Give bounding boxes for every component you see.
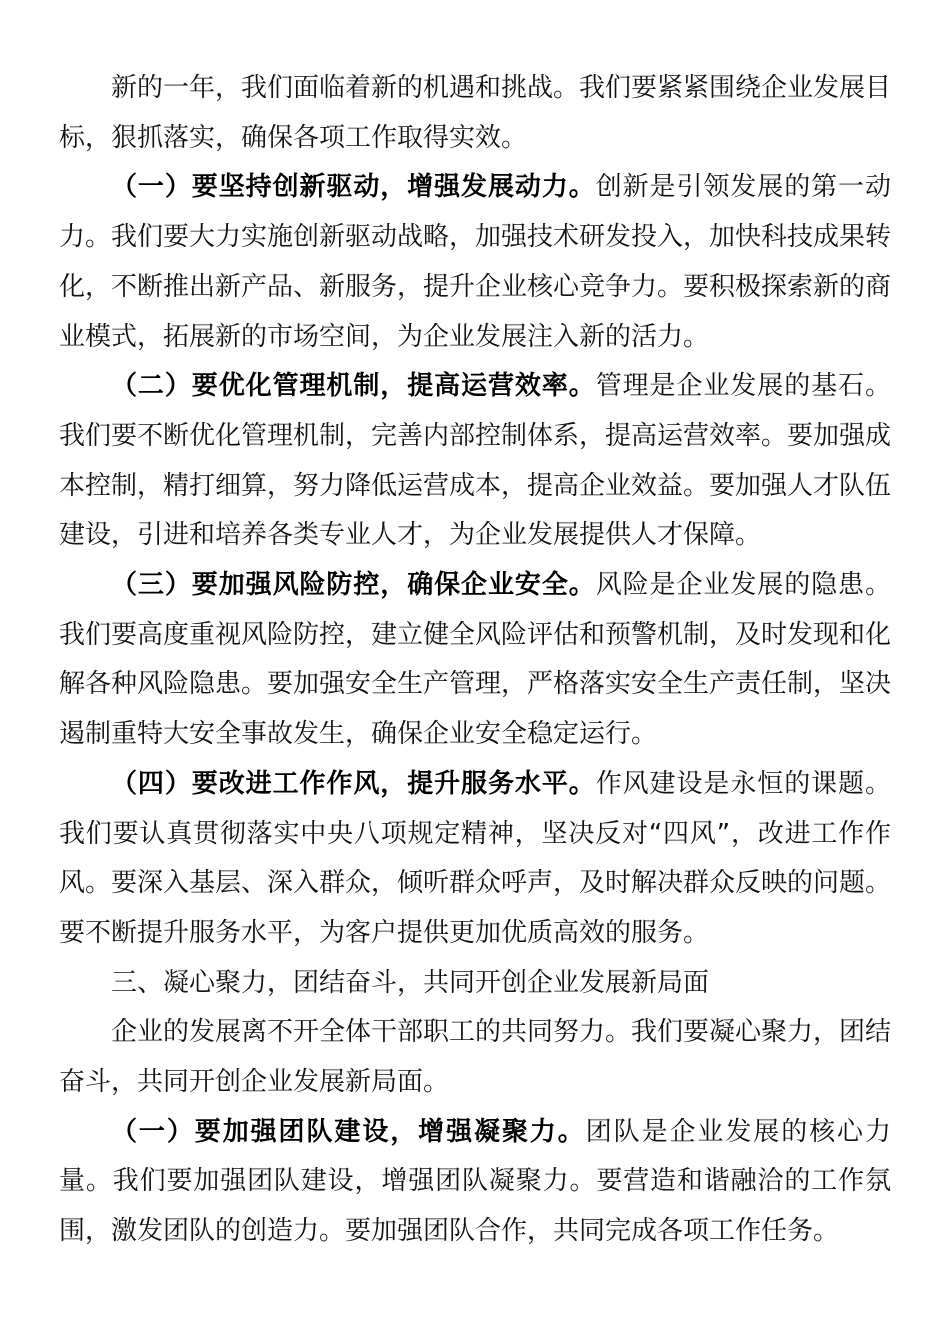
paragraph-team: [59, 1108, 891, 1257]
paragraph-lead: （一）要坚持创新驱动，增强发展动力。: [111, 172, 596, 203]
section-heading-text: 三、凝心聚力，团结奋斗，共同开创企业发展新局面: [111, 967, 710, 998]
paragraph-text: 企业的发展离不开全体干部职工的共同努力。我们要凝心聚力，团结奋斗，共同开创企业发展新局面。: [59, 1017, 892, 1098]
paragraph-text: 团队是企业发展的核心力量。我们要加强团队建设，增强团队凝聚力。要营造和谐融洽的工作氛围，激发团队的创造力。要加强团队合作，共同完成各项工作任务。: [59, 1116, 891, 1247]
paragraph-lead: （二）要优化管理机制，提高运营效率。: [111, 371, 596, 402]
paragraph-work-style: [59, 760, 891, 959]
section-heading: [59, 959, 891, 1009]
paragraph-lead: （一）要加强团队建设，增强凝聚力。: [111, 1116, 586, 1147]
paragraph-lead: （三）要加强风险防控，确保企业安全。: [111, 570, 596, 601]
paragraph-intro: [59, 64, 891, 163]
paragraph-text: 管理是企业发展的基石。我们要不断优化管理机制，完善内部控制体系，提高运营效率。要加强成本控制，精打细算，努力降低运营成本，提高企业效益。要加强人才队伍建设，引进和培养各类专业人才，为企业发展提供人才保障。: [59, 371, 892, 551]
paragraph-unity: [59, 1008, 891, 1107]
paragraph-innovation: [59, 163, 891, 362]
paragraph-text: 创新是引领发展的第一动力。我们要大力实施创新驱动战略，加强技术研发投入，加快科技成果转化，不断推出新产品、新服务，提升企业核心竞争力。要积极探索新的商业模式，拓展新的市场空间，为企业发展注入新的活力。: [59, 172, 892, 352]
paragraph-text: 新的一年，我们面临着新的机遇和挑战。我们要紧紧围绕企业发展目标，狠抓落实，确保各项工作取得实效。: [59, 73, 892, 153]
paragraph-management: [59, 362, 891, 561]
paragraph-lead: （四）要改进工作作风，提升服务水平。: [111, 768, 596, 799]
paragraph-text: 作风建设是永恒的课题。我们要认真贯彻落实中央八项规定精神，坚决反对“四风”，改进工作作风。要深入基层、深入群众，倾听群众呼声，及时解决群众反映的问题。要不断提升服务水平，为客户提供更加优质高效的服务。: [59, 768, 892, 948]
paragraph-text: 风险是企业发展的隐患。我们要高度重视风险防控，建立健全风险评估和预警机制，及时发现和化解各种风险隐患。要加强安全生产管理，严格落实安全生产责任制，坚决遏制重特大安全事故发生，确保企业安全稳定运行。: [59, 570, 892, 750]
document-page: [59, 64, 891, 1257]
paragraph-risk: [59, 561, 891, 760]
